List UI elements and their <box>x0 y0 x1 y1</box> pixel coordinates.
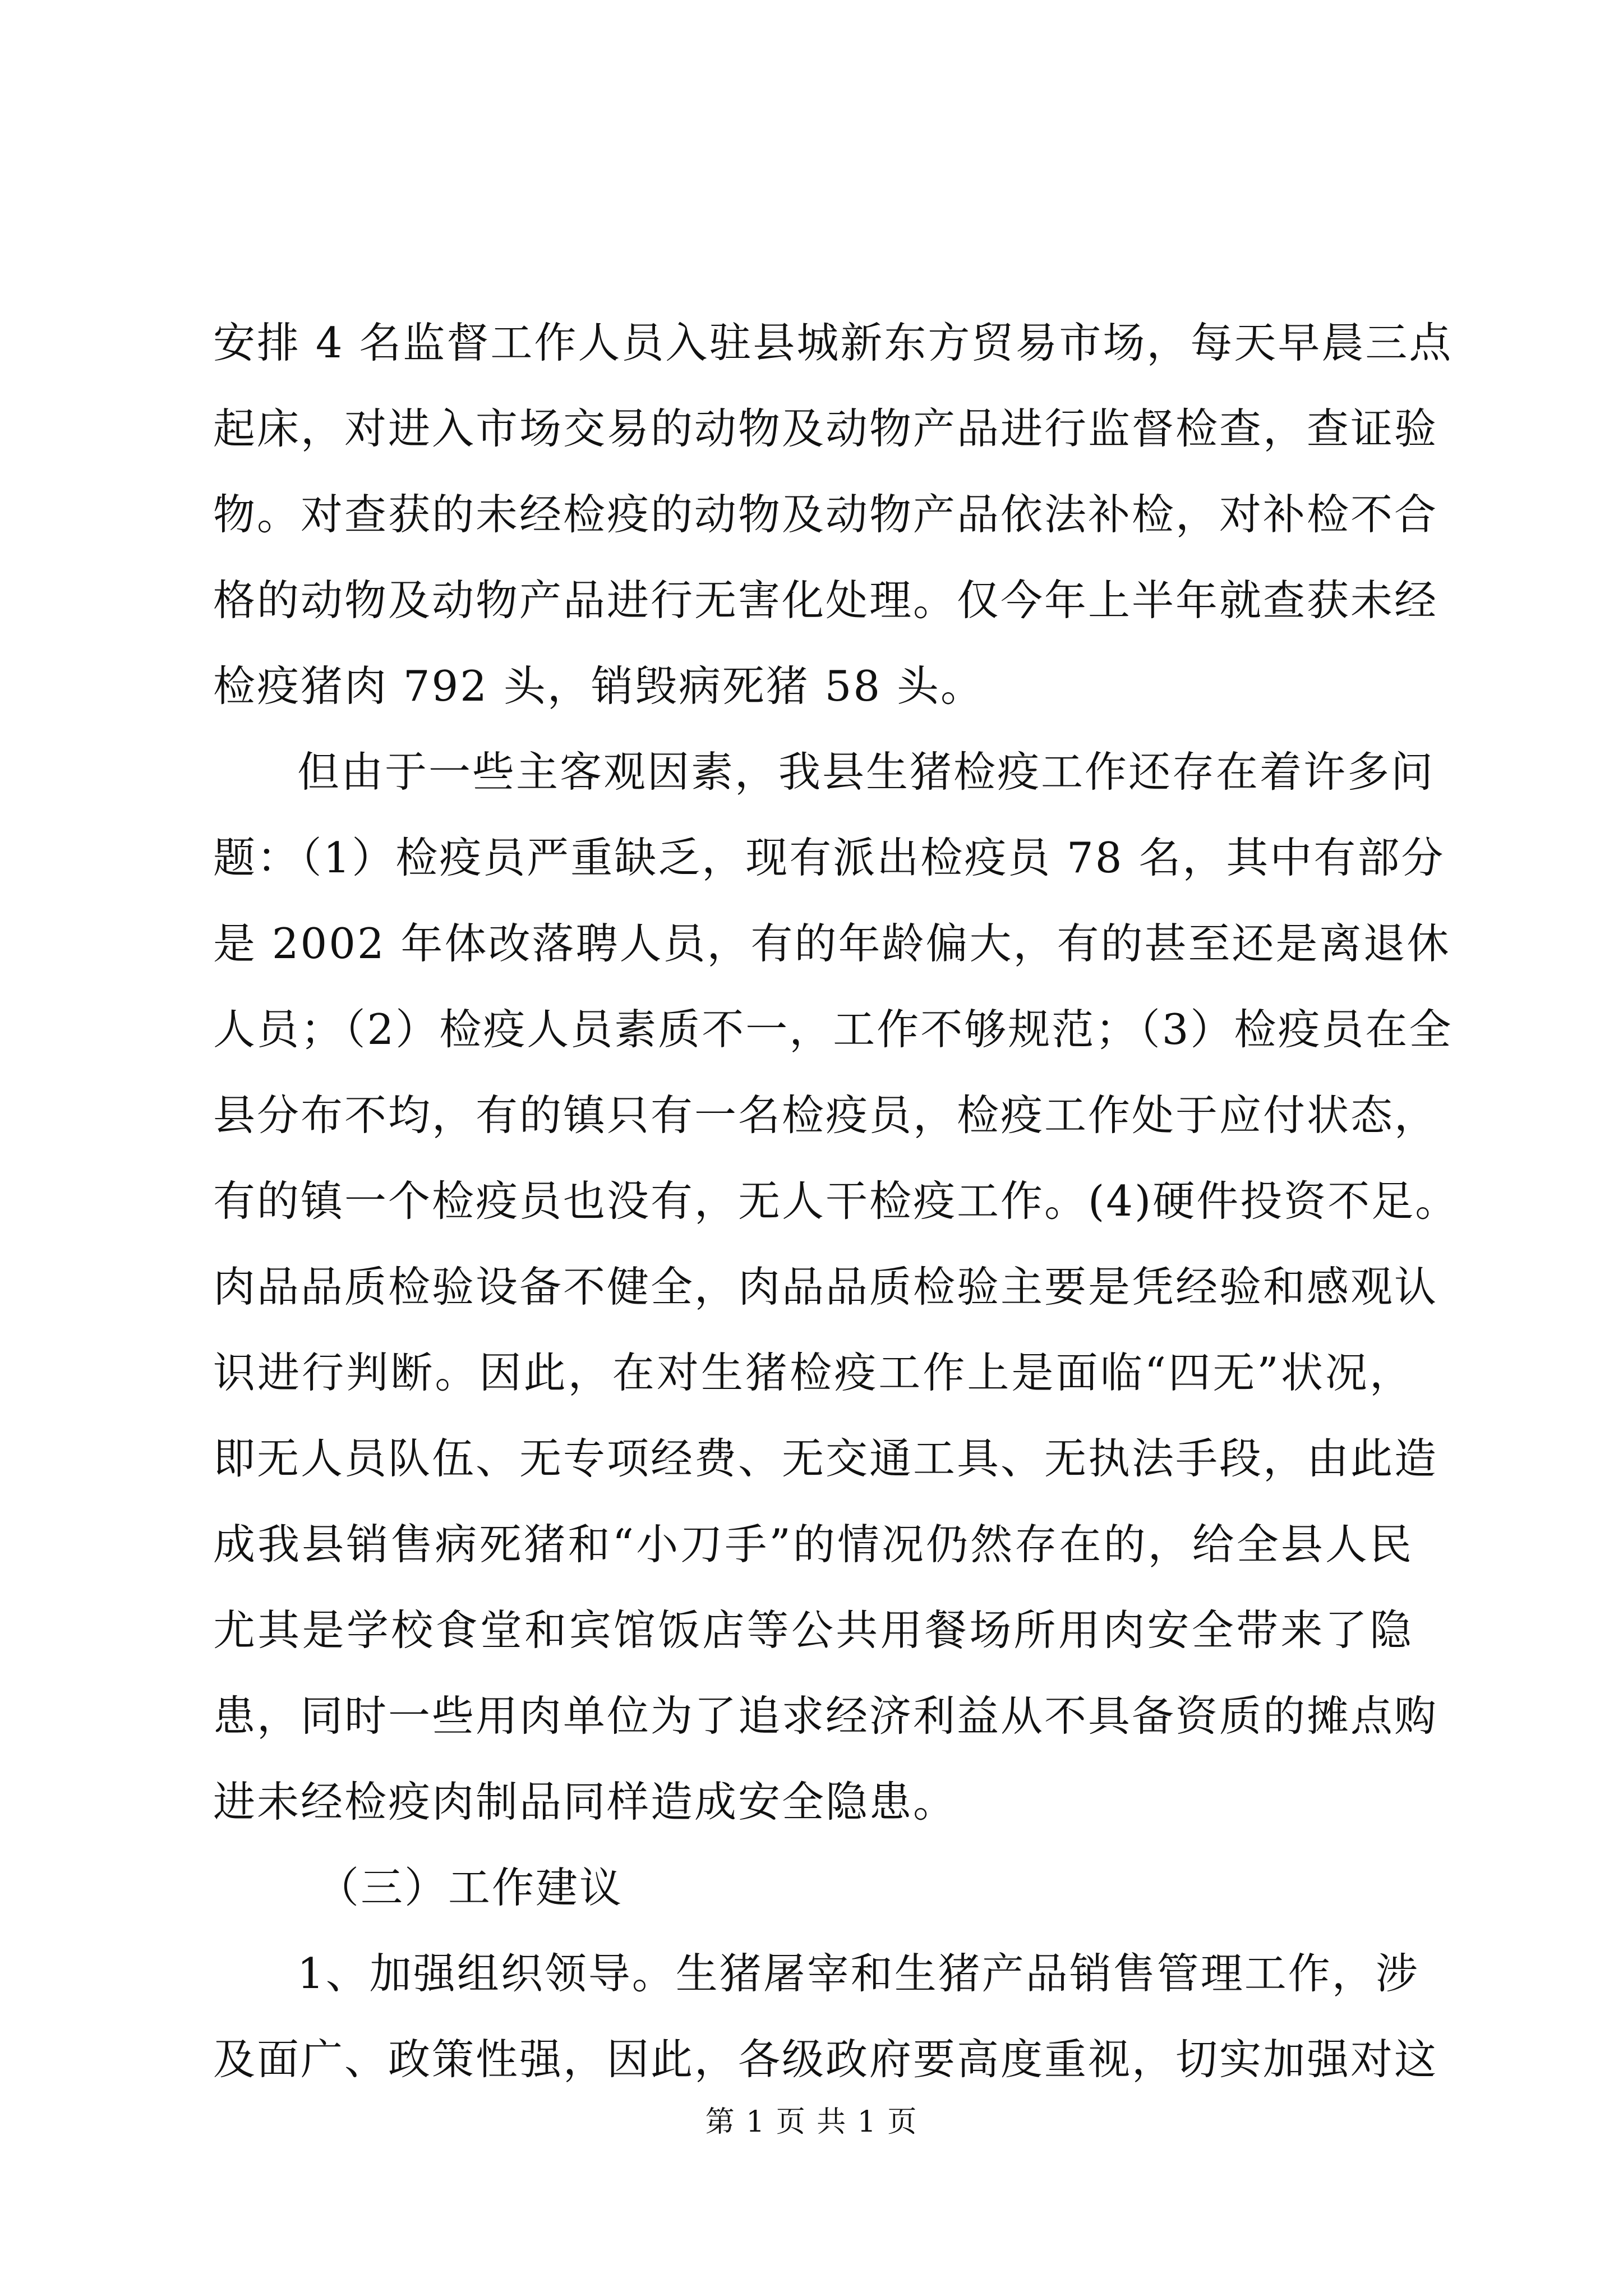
paragraph-line: 及面广、政策性强，因此，各级政府要高度重视，切实加强对这 <box>213 2035 1438 2084</box>
paragraph-line: 人员；（2）检疫人员素质不一，工作不够规范；（3）检疫员在全 <box>213 1005 1453 1054</box>
paragraph-line: 格的动物及动物产品进行无害化处理。仅今年上半年就查获未经 <box>213 576 1438 625</box>
paragraph-line: 是 2002 年体改落聘人员，有的年龄偏大，有的甚至还是离退休 <box>213 919 1451 968</box>
paragraph-line: 肉品品质检验设备不健全，肉品品质检验主要是凭经验和感观认 <box>213 1262 1438 1312</box>
paragraph-line: 检疫猪肉 792 头，销毁病死猪 58 头。 <box>213 661 984 711</box>
paragraph-line: 进未经检疫肉制品同样造成安全隐患。 <box>213 1777 957 1826</box>
paragraph-line: 1、加强组织领导。生猪屠宰和生猪产品销售管理工作，涉 <box>297 1949 1419 1998</box>
page-footer: 第 1 页 共 1 页 <box>705 2105 918 2139</box>
document-body <box>213 300 1459 2102</box>
paragraph-line: 有的镇一个检疫员也没有，无人干检疫工作。(4)硬件投资不足。 <box>213 1176 1459 1226</box>
paragraph-line: 成我县销售病死猪和“小刀手”的情况仍然存在的，给全县人民 <box>213 1520 1413 1569</box>
paragraph-line: 物。对查获的未经检疫的动物及动物产品依法补检，对补检不合 <box>213 490 1438 539</box>
paragraph-line: 即无人员队伍、无专项经费、无交通工具、无执法手段，由此造 <box>213 1434 1438 1483</box>
paragraph-line: 题：（1）检疫员严重缺乏，现有派出检疫员 78 名，其中有部分 <box>213 833 1445 882</box>
section-heading: （三）工作建议 <box>317 1863 624 1912</box>
paragraph-line: 识进行判断。因此，在对生猪检疫工作上是面临“四无”状况， <box>213 1348 1413 1397</box>
paragraph-line: 起床，对进入市场交易的动物及动物产品进行监督检查，查证验 <box>213 404 1438 453</box>
paragraph-line: 患，同时一些用肉单位为了追求经济利益从不具备资质的摊点购 <box>213 1691 1438 1741</box>
paragraph-line: 但由于一些主客观因素，我县生猪检疫工作还存在着许多问 <box>297 747 1435 797</box>
paragraph-line: 县分布不均，有的镇只有一名检疫员，检疫工作处于应付状态， <box>213 1091 1438 1140</box>
paragraph-line: 安排 4 名监督工作人员入驻县城新东方贸易市场，每天早晨三点 <box>213 318 1453 367</box>
paragraph-line: 尤其是学校食堂和宾馆饭店等公共用餐场所用肉安全带来了隐 <box>213 1605 1413 1655</box>
